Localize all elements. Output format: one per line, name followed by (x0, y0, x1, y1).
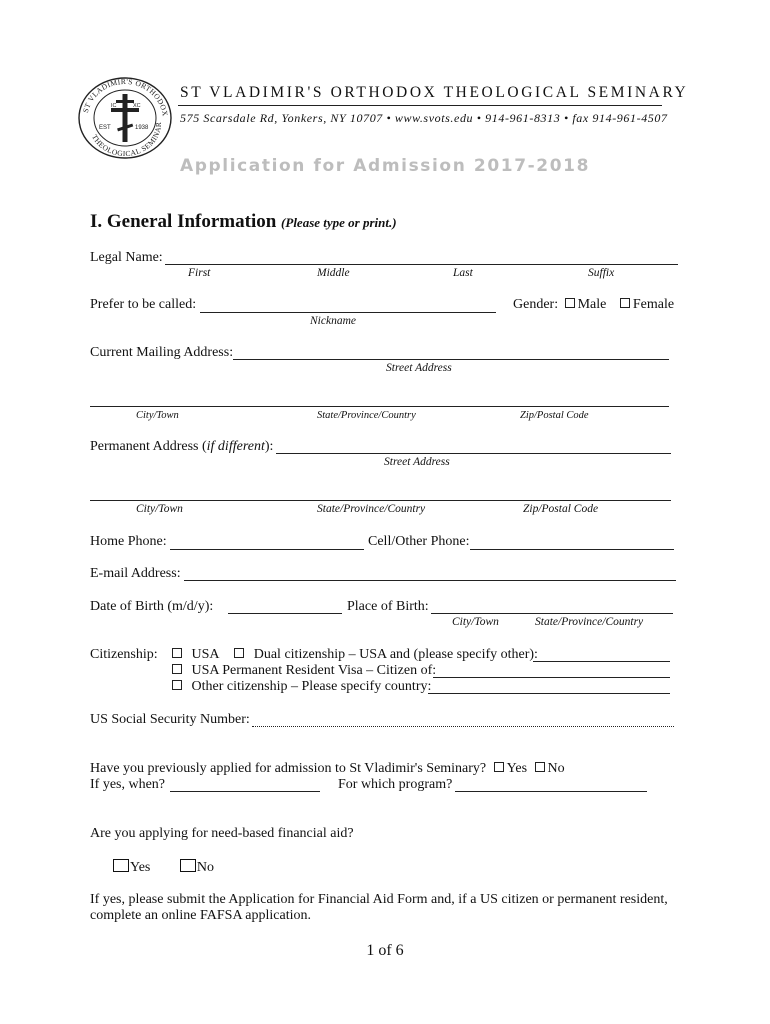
cell-phone-label: Cell/Other Phone: (368, 534, 470, 549)
ssn-field[interactable] (252, 726, 674, 727)
cell-phone-field[interactable] (470, 549, 674, 550)
usa-label: USA (191, 647, 219, 662)
permanent-city-caption: City/Town (136, 503, 183, 515)
header-rule (178, 105, 662, 106)
previous-yes-checkbox[interactable] (494, 762, 504, 772)
permanent-zip-caption: Zip/Postal Code (523, 503, 599, 515)
section-note: (Please type or print.) (281, 215, 397, 230)
mailing-street-caption: Street Address (386, 362, 452, 374)
mailing-zip-caption: Zip/Postal Code (520, 410, 589, 421)
previous-question-text: Have you previously applied for admission to St Vladimir's Seminary? (90, 761, 487, 776)
svg-text:THEOLOGICAL SEMINARY: THEOLOGICAL SEMINAR (89, 122, 164, 159)
legal-name-middle-caption: Middle (317, 267, 350, 279)
gender-group (513, 297, 674, 313)
previous-no-label: No (547, 761, 565, 776)
seminary-seal (77, 76, 173, 160)
home-phone-label: Home Phone: (90, 534, 167, 549)
usa-checkbox[interactable] (172, 648, 182, 658)
dob-field[interactable] (228, 613, 342, 614)
resident-checkbox[interactable] (172, 664, 182, 674)
gender-label: Gender: (513, 297, 559, 312)
svg-text:EST: EST (99, 125, 111, 131)
permanent-street-field[interactable] (276, 453, 671, 454)
page-number: 1 of 6 (366, 942, 404, 959)
svg-text:XC: XC (133, 103, 141, 109)
previous-program-field[interactable] (455, 791, 647, 792)
permanent-label-italic: if different (206, 439, 265, 454)
aid-yes-label: Yes (130, 860, 151, 875)
mailing-city-state-zip-field[interactable] (90, 406, 669, 407)
mailing-city-caption: City/Town (136, 410, 179, 421)
section-title: I. General Information (90, 211, 277, 232)
legal-name-label: Legal Name: (90, 250, 163, 265)
birth-city-caption: City/Town (452, 616, 499, 628)
legal-name-field[interactable] (165, 264, 678, 265)
mailing-street-field[interactable] (233, 359, 669, 360)
ssn-label: US Social Security Number: (90, 712, 250, 727)
citizenship-resident-option (172, 663, 436, 679)
citizenship-other-option (172, 679, 431, 695)
school-name: ST VLADIMIR'S ORTHODOX THEOLOGICAL SEMINARY (180, 84, 689, 101)
previous-yes-label: Yes (506, 761, 528, 776)
previous-when-field[interactable] (170, 791, 320, 792)
place-of-birth-field[interactable] (431, 613, 673, 614)
citizenship-label: Citizenship: (90, 647, 158, 662)
svg-text:IC: IC (111, 103, 117, 109)
home-phone-field[interactable] (170, 549, 364, 550)
dual-citizenship-field[interactable] (533, 661, 670, 662)
female-label: Female (632, 297, 675, 312)
previous-when-label: If yes, when? (90, 777, 166, 792)
svg-text:1938: 1938 (135, 125, 149, 131)
legal-name-last-caption: Last (453, 267, 473, 279)
mailing-address-label: Current Mailing Address: (90, 345, 234, 360)
aid-no-label: No (196, 860, 214, 875)
financial-aid-note-line2: complete an online FAFSA application. (90, 908, 311, 923)
resident-label: USA Permanent Resident Visa – Citizen of: (191, 663, 437, 678)
other-citizenship-field[interactable] (428, 693, 670, 694)
dual-citizenship-checkbox[interactable] (234, 648, 244, 658)
nickname-caption: Nickname (310, 315, 356, 327)
birth-state-caption: State/Province/Country (535, 616, 644, 628)
permanent-address-label (90, 439, 273, 455)
section-heading (90, 211, 397, 233)
other-citizenship-checkbox[interactable] (172, 680, 182, 690)
permanent-street-caption: Street Address (384, 456, 450, 468)
other-citizenship-label: Other citizenship – Please specify country: (191, 679, 432, 694)
dob-label: Date of Birth (m/d/y): (90, 599, 214, 614)
financial-aid-options (113, 859, 214, 876)
male-checkbox[interactable] (565, 298, 575, 308)
female-checkbox[interactable] (620, 298, 630, 308)
mailing-state-caption: State/Province/Country (317, 410, 416, 421)
dual-citizenship-label: Dual citizenship – USA and (please specify other): (253, 647, 538, 662)
financial-aid-question: Are you applying for need-based financial aid? (90, 826, 354, 841)
previous-application-question (90, 761, 565, 777)
aid-no-checkbox[interactable] (180, 859, 196, 872)
contact-line: 575 Scarsdale Rd, Yonkers, NY 10707 • www.svots.edu • 914-961-8313 • fax 914-961-4507 (180, 111, 668, 125)
financial-aid-note-line1: If yes, please submit the Application for Financial Aid Form and, if a US citizen or permanent resident, (90, 892, 668, 907)
legal-name-first-caption: First (188, 267, 211, 279)
prefer-label: Prefer to be called: (90, 297, 197, 312)
permanent-city-state-zip-field[interactable] (90, 500, 671, 501)
male-label: Male (577, 297, 607, 312)
svg-text:ST VLADIMIR'S ORTHODOX: ST VLADIMIR'S ORTHODOX (80, 76, 170, 118)
citizenship-usa-option (172, 647, 538, 663)
permanent-state-caption: State/Province/Country (317, 503, 426, 515)
email-label: E-mail Address: (90, 566, 181, 581)
resident-country-field[interactable] (433, 677, 670, 678)
previous-program-label: For which program? (338, 777, 453, 792)
previous-no-checkbox[interactable] (535, 762, 545, 772)
document-title: Application for Admission 2017-2018 (179, 156, 591, 176)
permanent-label-pre: Permanent Address ( (90, 439, 207, 454)
legal-name-suffix-caption: Suffix (588, 267, 615, 279)
nickname-field[interactable] (200, 312, 496, 313)
permanent-label-post: ): (264, 439, 274, 454)
aid-yes-checkbox[interactable] (113, 859, 129, 872)
place-of-birth-label: Place of Birth: (347, 599, 429, 614)
email-field[interactable] (184, 580, 676, 581)
